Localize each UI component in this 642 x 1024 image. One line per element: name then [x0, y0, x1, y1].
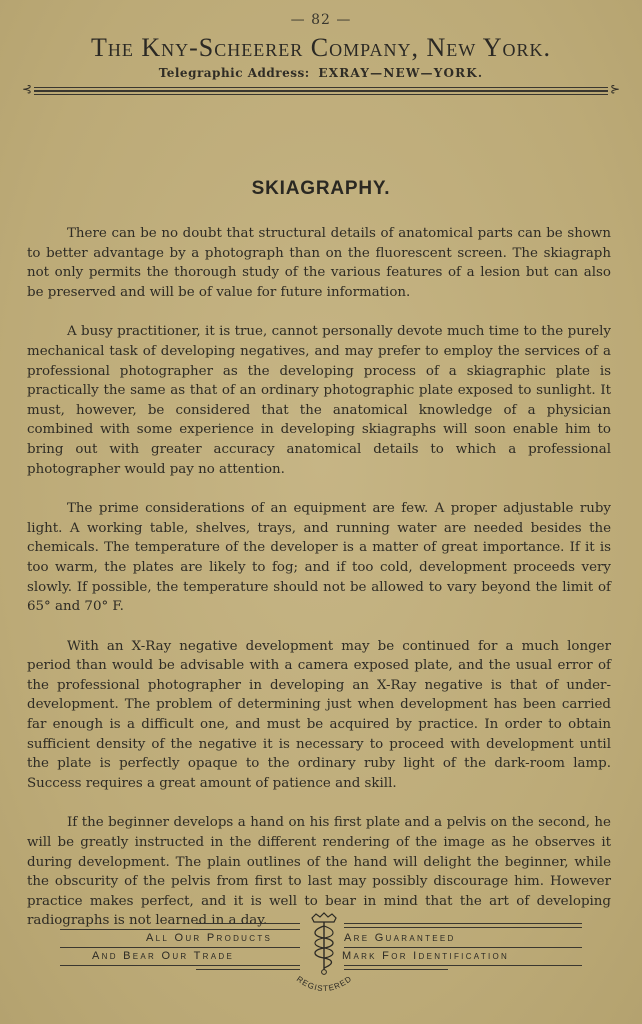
page-number: — 82 — — [290, 12, 352, 28]
telegraphic-address: EXRAY—NEW—YORK. — [318, 66, 484, 80]
paragraph: There can be no doubt that structural details of anatomical parts can be shown to better advantage by a photograph than on the fluorescent screen. The skiagraph not only permits the thorough study of the various features of a lesion but can also be preserved and will be of value for future information. — [27, 226, 611, 300]
footer-text-identification: Mark For Identification — [342, 950, 510, 962]
footer-rule — [344, 969, 448, 970]
paragraph: The prime considerations of an equipment are few. A proper adjustable ruby light. A working table, shelves, trays, and running water are needed besides the chemicals. The temperature of the developer is a matter of great importance. If it is too warm, the plates are likely to fog; and if too cold, development proceeds very slowly. If possible, the temperature should not be allowed to vary beyond the limit of 65° and 70° F. — [27, 501, 611, 615]
svg-text:REGISTERED — [295, 976, 354, 993]
caduceus-trademark-icon — [308, 912, 340, 976]
rule-line — [34, 90, 608, 92]
paragraph: With an X-Ray negative development may be continued for a much longer period than would be advisable with a camera exposed plate, and the usual error of the professional photographer in developing an X-Ray negative is that of under-development. The problem of determining just when development has been carried far enough is a difficult one, and must be acquired by practice. In order to obtain sufficient density of the negative it is necessary to proceed with development until the plate is perfectly opaque to the ordinary ruby light of the dark-room lamp. Success requires a great amount of patience and skill. — [27, 638, 611, 791]
paragraph: If the beginner develops a hand on his first plate and a pelvis on the second, he will be greatly instructed in the different rendering of the image as he observes it during development. The plain outlines of the hand will delight the beginner, while the obscurity of the pelvis from first to last may possibly discourage him. However practice makes perfect, and it is well to bear in mind that the art of developing radiographs is not learned in a day. — [27, 815, 611, 929]
footer-rule — [60, 947, 300, 948]
footer-rule — [344, 927, 582, 928]
footer-rule — [60, 929, 300, 930]
rule-line — [34, 87, 608, 88]
registered-stamp-icon — [290, 976, 358, 1000]
footer-text-guaranteed: Are Guaranteed — [344, 932, 456, 944]
footer-text-trade: And Bear Our Trade — [92, 950, 235, 962]
footer-rule — [344, 923, 582, 924]
telegraphic-address-line — [0, 66, 642, 80]
footer-rule — [196, 969, 300, 970]
trademark-footer — [60, 912, 582, 1012]
article-body — [27, 224, 611, 951]
footer-text-products: All Our Products — [146, 932, 273, 944]
footer-rule — [196, 923, 300, 924]
company-header: The Kny-Scheerer Company, New York. — [90, 33, 552, 62]
rule-end-right-icon: ⊱ — [609, 82, 620, 96]
header-divider — [22, 84, 620, 98]
telegraphic-label: Telegraphic Address: — [158, 66, 310, 80]
footer-rule — [60, 965, 300, 966]
registered-text: REGISTERED — [294, 976, 354, 994]
footer-rule — [344, 947, 582, 948]
rule-end-left-icon: ⊰ — [22, 82, 33, 96]
paragraph: A busy practitioner, it is true, cannot personally devote much time to the purely mechanical task of developing negatives, and may prefer to employ the services of a professional photographer as the developing process of a skiagraphic plate is practically the same as that of an ordinary photographic plate exposed to sunlight. It must, however, be considered that the anatomical knowledge of a physician combined with some experience in developing skiagraphs will soon enable him to bring out with greater accuracy anatomical details to which a professional photographer would pay no attention. — [27, 324, 611, 477]
rule-line — [34, 94, 608, 95]
footer-rule — [344, 965, 582, 966]
article-title: SKIAGRAPHY. — [251, 178, 391, 199]
